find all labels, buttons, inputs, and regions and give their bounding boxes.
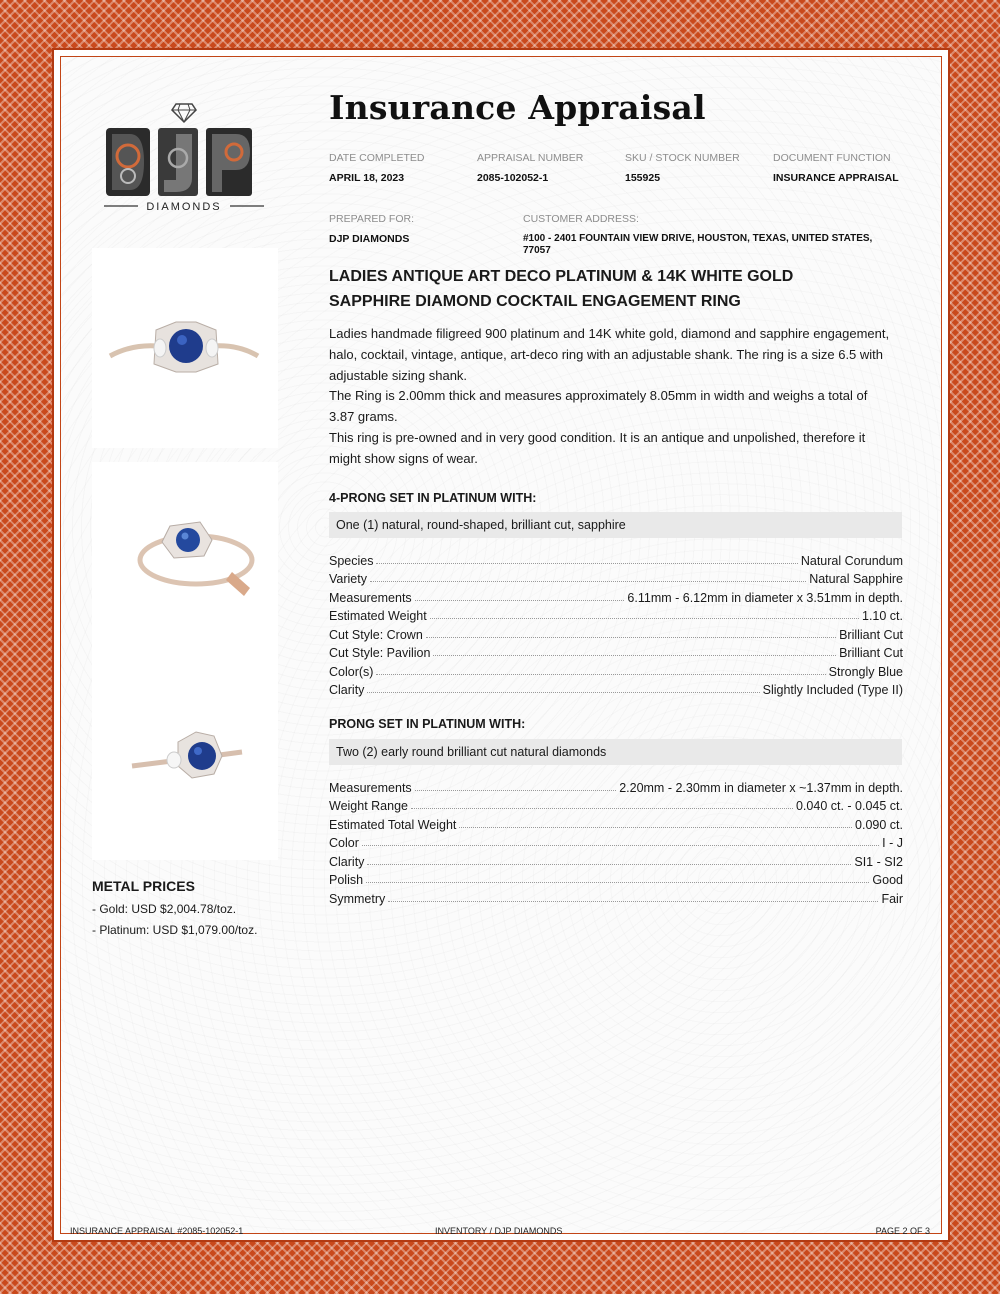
spec-row: Measurements 6.11mm - 6.12mm in diameter x 3.51mm in depth. [329, 590, 903, 605]
meta-date-completed: DATE COMPLETED APRIL 18, 2023 [329, 152, 425, 184]
spec-row: Variety Natural Sapphire [329, 572, 903, 586]
meta-appraisal-number: APPRAISAL NUMBER 2085-102052-1 [477, 152, 584, 184]
metal-prices [92, 878, 292, 944]
metal-prices-title: METAL PRICES [92, 878, 195, 894]
page-title: Insurance Appraisal [329, 88, 706, 127]
spec-row: Estimated Weight 1.10 ct. [329, 609, 903, 623]
spec-row: Species Natural Corundum [329, 553, 903, 568]
footer-center: INVENTORY / DJP DIAMONDS [435, 1226, 563, 1236]
spec-row: Cut Style: Pavilion Brilliant Cut [329, 646, 903, 660]
prepared-for: PREPARED FOR: DJP DIAMONDS [329, 213, 414, 245]
meta-document-function: DOCUMENT FUNCTION INSURANCE APPRAISAL [773, 152, 899, 184]
item-description: Ladies handmade filigreed 900 platinum and 14K white gold, diamond and sapphire engagement, halo, cocktail, vintage, antique, art-deco ring with an adjustable shank. The ring is a size 6.5 with adjustable sizing shank. The Ring is 2.00mm thick and measures approximately 8.05mm in width and weighs a total of 3.87 grams. This ring is pre-owned and in very good condition. It is an antique and unpolished, therefore it might show signs of wear. [329, 326, 890, 466]
footer-page-number: PAGE 2 OF 3 [875, 1226, 930, 1236]
logo-subtitle: DIAMONDS [146, 201, 222, 213]
section2-summary: Two (2) early round brilliant cut natural diamonds [329, 739, 902, 765]
section2-title: PRONG SET IN PLATINUM WITH: [329, 717, 526, 731]
section1-specs [329, 549, 903, 697]
footer-left: INSURANCE APPRAISAL #2085-102052-1 [70, 1226, 244, 1236]
spec-row: Estimated Total Weight 0.090 ct. [329, 817, 903, 832]
section2-specs [329, 776, 903, 906]
section1-title: 4-PRONG SET IN PLATINUM WITH: [329, 491, 537, 505]
customer-address: CUSTOMER ADDRESS: #100 - 2401 FOUNTAIN VIEW DRIVE, HOUSTON, TEXAS, UNITED STATES, 77057 [523, 213, 873, 256]
ring-photo-side-view [92, 462, 278, 662]
spec-row: Cut Style: Crown Brilliant Cut [329, 627, 903, 642]
ring-photo-angle-view [92, 660, 278, 860]
section1-summary: One (1) natural, round-shaped, brilliant cut, sapphire [329, 512, 902, 538]
spec-row: Color(s) Strongly Blue [329, 664, 903, 679]
spec-row: Clarity SI1 - SI2 [329, 854, 903, 869]
gold-price: - Gold: USD $2,004.78/toz. [92, 902, 237, 916]
djp-diamonds-logo [100, 100, 268, 215]
spec-row: Clarity Slightly Included (Type II) [329, 683, 903, 697]
meta-sku: SKU / STOCK NUMBER 155925 [625, 152, 740, 184]
spec-row: Polish Good [329, 873, 903, 887]
item-heading: LADIES ANTIQUE ART DECO PLATINUM & 14K WHITE GOLD SAPPHIRE DIAMOND COCKTAIL ENGAGEMENT RING [329, 268, 794, 310]
spec-row: Weight Range 0.040 ct. - 0.045 ct. [329, 799, 903, 813]
diamond-icon [172, 104, 196, 122]
ring-photo-top-view [92, 248, 278, 448]
spec-row: Measurements 2.20mm - 2.30mm in diameter x ~1.37mm in depth. [329, 780, 903, 795]
platinum-price: - Platinum: USD $1,079.00/toz. [92, 923, 258, 937]
spec-row: Symmetry Fair [329, 891, 903, 906]
main-content [329, 88, 903, 127]
spec-row: Color I - J [329, 836, 903, 850]
